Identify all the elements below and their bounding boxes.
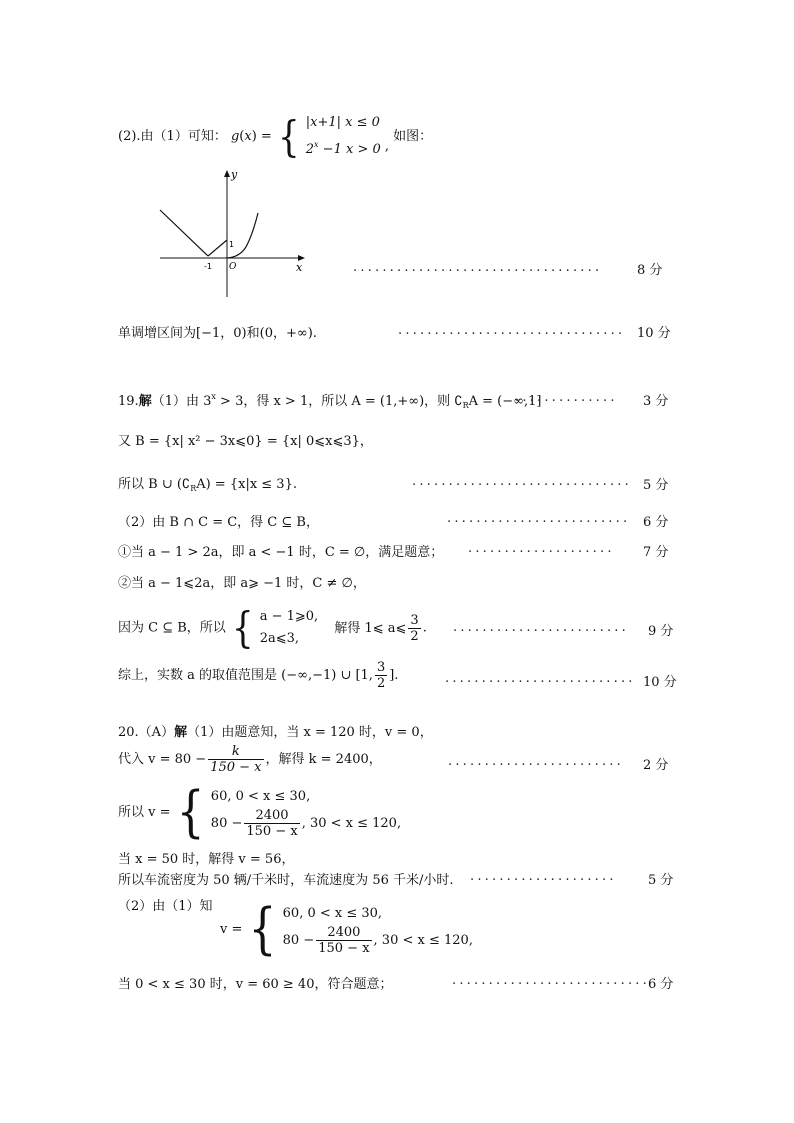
- score-5a: 5 分: [643, 478, 669, 493]
- dots-9: ........................: [453, 620, 629, 635]
- p2-intro: (2).由（1）可知：: [118, 129, 227, 144]
- score-2: 2 分: [643, 758, 669, 773]
- frac-k: $\frac{k}{150 - x}$: [210, 744, 262, 775]
- right-branch: [227, 213, 258, 258]
- mono-text: 单调增区间为: [118, 326, 197, 341]
- p2-after: 如图：: [393, 129, 433, 144]
- q20-line5: 所以车流密度为 50 辆/千米时，车流速度为 56 千米/小时.: [118, 873, 454, 888]
- left-branch: [160, 210, 208, 256]
- score-3: 3 分: [643, 394, 669, 409]
- score-6a: 6 分: [643, 515, 669, 530]
- score-5b: 5 分: [648, 873, 674, 888]
- q20-jie: 解: [174, 725, 188, 740]
- x-label: x: [296, 261, 303, 274]
- g-case2: $2^x -1$ x > 0: [305, 140, 381, 157]
- q19-line8: 综上，实数 a 的取值范围是 (−∞,−1) ∪ [1, $\frac{3}{2}$ ].: [118, 660, 399, 691]
- dots-3: ..............: [515, 390, 618, 405]
- middle-segment: [208, 240, 227, 256]
- q19-line6: ②当 a − 1⩽2a，即 a⩾ −1 时，C ≠ ∅，: [118, 576, 366, 591]
- score-6b: 6 分: [648, 977, 674, 992]
- frac-3-2: $\frac{3}{2}$: [410, 612, 419, 644]
- q19-line2: 又 B = {x| x² − 3x⩽0} = {x| 0⩽x⩽3}，: [118, 434, 373, 449]
- dots-5a: ..............................: [412, 474, 632, 489]
- q19-line3: 所以 B ∪ $(∁_RA) = \{x|x \le 3\}$.: [118, 477, 297, 493]
- q19-line7: 因为 C ⊆ B，所以 { a − 1⩾0, 2a⩽3, 解得 1⩽ a⩽ $\frac{3}{2}$ .: [118, 603, 427, 653]
- g-symbol: g: [230, 129, 240, 144]
- v-cases-1: 60, 0 < x ≤ 30, 80 − $\frac{2400}{150 - x}$ , 30 < x ≤ 120,: [210, 789, 402, 839]
- left-brace: {: [277, 111, 300, 162]
- function-graph: [155, 165, 315, 305]
- one-label: 1: [229, 240, 235, 249]
- p2-comma: ,: [384, 139, 390, 154]
- dots-7: ....................: [468, 541, 615, 556]
- dots-8: ..................................: [353, 260, 603, 275]
- frac-3-2-range: $\frac{3}{2}$: [376, 660, 386, 691]
- dots-10b: ..........................: [445, 671, 636, 686]
- interval-2: (0，+∞): [259, 326, 313, 341]
- score-10b: 10 分: [643, 675, 677, 690]
- q20-line7: v = { 60, 0 < x ≤ 30, 80 − $\frac{2400}{150 - x}$ , 30 < x ≤ 120,: [220, 897, 473, 961]
- y-label: y: [231, 168, 238, 181]
- q20-line1: 20.（A）解（1）由题意知，当 x = 120 时，v = 0，: [118, 725, 433, 740]
- p2-intro-line: (2).由（1）可知： g(x) = { |x+1| x ≤ 0 $2^x -1$ x > 0 , 如图：: [118, 111, 433, 162]
- q20-line2: 代入 v = 80 − $\frac{k}{150 - x}$ ，解得 k = 2400，: [118, 744, 382, 775]
- q19-line5: ①当 a − 1 > 2a，即 a < −1 时，C = ∅，满足题意；: [118, 545, 444, 560]
- neg-one-label: -1: [204, 262, 212, 271]
- x-symbol: x: [244, 129, 252, 144]
- score-9: 9 分: [648, 624, 674, 639]
- dots-5b: ....................: [470, 869, 617, 884]
- dots-2: ........................: [448, 754, 624, 769]
- v-cases-2: 60, 0 < x ≤ 30, 80 − $\frac{2400}{150 - x}$ , 30 < x ≤ 120,: [282, 906, 473, 956]
- y-axis-arrow: [224, 170, 230, 177]
- q20-line3: 所以 v = { 60, 0 < x ≤ 30, 80 − $\frac{2400}{150 - x}$ , 30 < x ≤ 120,: [118, 780, 402, 844]
- score-7: 7 分: [643, 545, 669, 560]
- q19-jie: 解: [138, 394, 152, 409]
- score-8: 8 分: [637, 263, 663, 278]
- origin-label: O: [229, 262, 237, 272]
- dots-6b: ...........................: [452, 973, 650, 988]
- q19-cases: a − 1⩾0, 2a⩽3,: [259, 609, 319, 646]
- dots-6a: .........................: [447, 511, 631, 526]
- monotonic-line: 单调增区间为[−1，0)和(0，+∞).: [118, 326, 317, 341]
- q20-line8: 当 0 < x ≤ 30 时，v = 60 ≥ 40，符合题意；: [118, 977, 393, 992]
- g-case1: |x+1| x ≤ 0: [305, 115, 380, 130]
- dots-10a: ...............................: [398, 323, 626, 338]
- q19-line4: （2）由 B ∩ C = C，得 C ⊆ B，: [118, 515, 319, 530]
- score-10a: 10 分: [637, 326, 671, 341]
- g-cases: [306, 112, 381, 161]
- mono-and: 和: [246, 326, 260, 341]
- q20-line6: （2）由（1）知: [118, 899, 213, 914]
- interval-1: [−1，0): [196, 326, 247, 341]
- q19-line1: 19.解（1）由 $3^x > 3$，得 x > 1，所以 A = (1,+∞)，则 $∁_RA = (-\infty,1]$: [118, 392, 542, 410]
- q20-line4: 当 x = 50 时，解得 v = 56，: [118, 852, 295, 867]
